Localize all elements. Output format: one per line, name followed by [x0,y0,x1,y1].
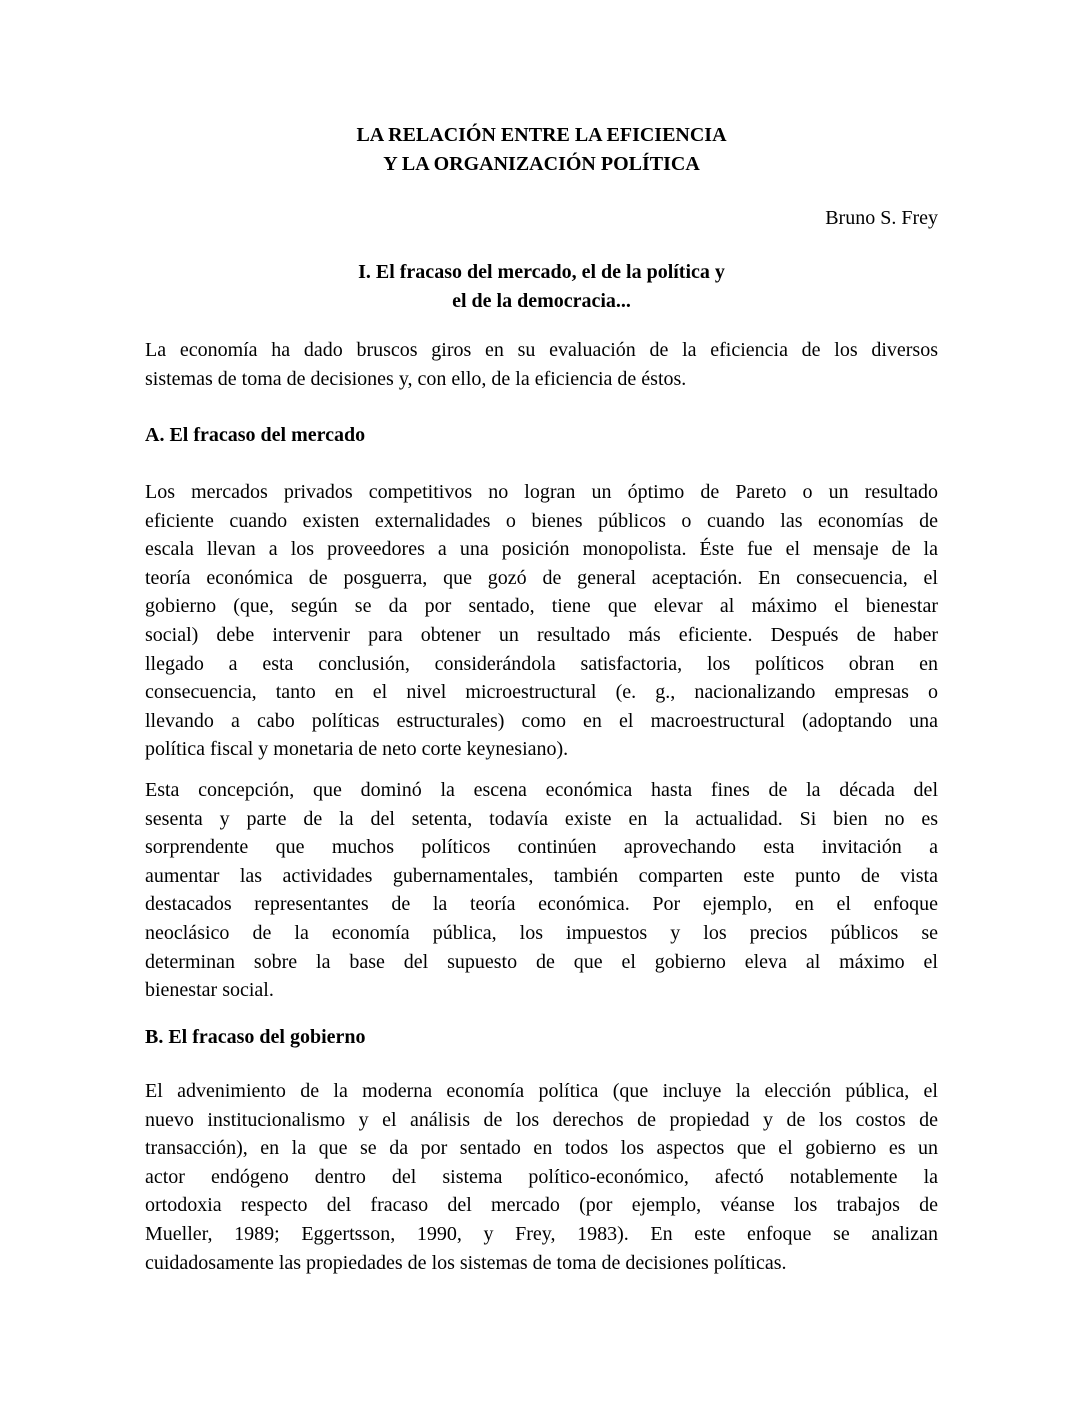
chapter-heading [145,258,938,315]
text-line: determinan sobre la base del supuesto de que el gobierno eleva al máximo el [145,950,938,973]
section-b-paragraph-1 [145,1077,938,1277]
text-line: llegado a esta conclusión, considerándola satisfactoria, los políticos obran en [145,652,938,675]
text-line: neoclásico de la economía pública, los impuestos y los precios públicos se [145,921,938,944]
text-line: transacción), en la que se da por sentado en todos los aspectos que el gobierno es un [145,1137,938,1160]
text-line: ortodoxia respecto del fracaso del mercado (por ejemplo, véanse los trabajos de [145,1194,938,1217]
section-a-paragraph-2 [145,776,938,1005]
section-a-heading: A. El fracaso del mercado [145,424,366,446]
intro-paragraph [145,336,938,393]
text-line: La economía ha dado bruscos giros en su evaluación de la eficiencia de los diversos [145,339,938,361]
text-line: sesenta y parte de la del setenta, todavía existe en la actualidad. Si bien no es [145,807,938,830]
text-line: llevando a cabo políticas estructurales) como en el macroestructural (adoptando una [145,709,938,732]
text-line: cuidadosamente las propiedades de los sistemas de toma de decisiones políticas. [145,1251,787,1274]
text-line: destacados representantes de la teoría económica. Por ejemplo, en el enfoque [145,893,938,916]
document-title [145,121,938,178]
text-line: El advenimiento de la moderna economía política (que incluye la elección pública, el [145,1080,938,1102]
text-line: sistemas de toma de decisiones y, con ello, de la eficiencia de éstos. [145,367,687,390]
section-a-paragraph-1 [145,478,938,764]
text-line: aumentar las actividades gubernamentales, también comparten este punto de vista [145,864,938,887]
text-line: I. El fracaso del mercado, el de la política y [358,261,725,283]
text-line: social) debe intervenir para obtener un resultado más eficiente. Después de haber [145,623,938,646]
text-line: Mueller, 1989; Eggertsson, 1990, y Frey, 1983). En este enfoque se analizan [145,1222,938,1245]
text-line: Esta concepción, que dominó la escena económica hasta fines de la década del [145,779,938,801]
section-b-heading: B. El fracaso del gobierno [145,1026,366,1048]
text-line: escala llevan a los proveedores a una posición monopolista. Éste fue el mensaje de la [145,538,938,561]
text-line: nuevo institucionalismo y el análisis de los derechos de propiedad y de los costos de [145,1108,938,1131]
text-line: eficiente cuando existen externalidades o bienes públicos o cuando las economías de [145,509,938,532]
text-line: actor endógeno dentro del sistema político-económico, afectó notablemente la [145,1165,938,1188]
text-line: teoría económica de posguerra, que gozó de general aceptación. En consecuencia, el [145,566,938,589]
text-line: gobierno (que, según se da por sentado, tiene que elevar al máximo el bienestar [145,595,938,618]
text-line: Y LA ORGANIZACIÓN POLÍTICA [383,152,700,175]
text-line: política fiscal y monetaria de neto corte keynesiano). [145,738,569,761]
text-line: Los mercados privados competitivos no logran un óptimo de Pareto o un resultado [145,481,938,503]
author-name: Bruno S. Frey [825,207,938,229]
text-line: LA RELACIÓN ENTRE LA EFICIENCIA [356,124,727,146]
text-line: consecuencia, tanto en el nivel microestructural (e. g., nacionalizando empresas o [145,681,938,704]
text-line: bienestar social. [145,979,274,1002]
text-line: el de la democracia... [452,289,631,312]
text-line: sorprendente que muchos políticos continúen aprovechando esta invitación a [145,836,938,859]
